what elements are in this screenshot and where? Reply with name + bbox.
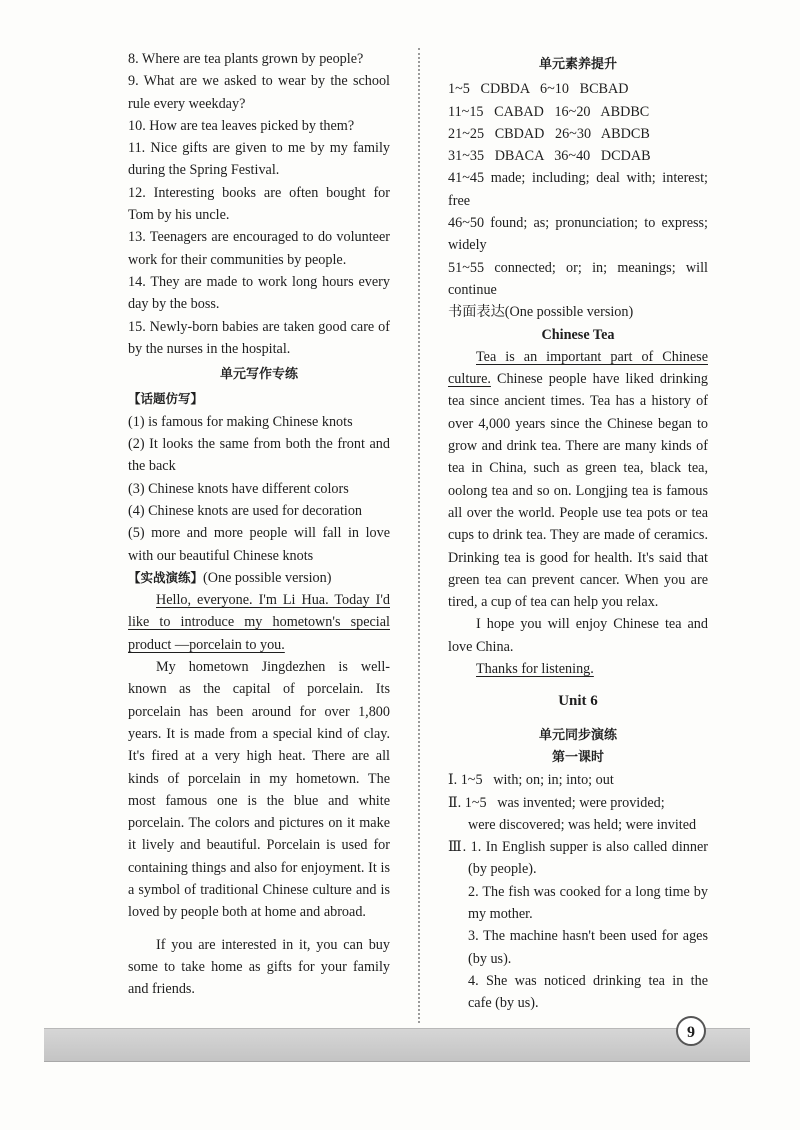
sentence-12: 12. Interesting books are often bought for Tom by his uncle. — [128, 184, 390, 224]
answer-row-2: 11~15 CABAD 16~20 ABDBC — [448, 103, 650, 120]
answers-51-55: 51~55 connected; or; in; meanings; will continue — [448, 259, 708, 298]
porcelain-essay-closing: If you are interested in it, you can buy some to take home as gifts for your family and friends. — [128, 936, 390, 998]
topic-line-1: (1) is famous for making Chinese knots — [128, 413, 353, 430]
section-1-answers: Ⅰ. 1~5 with; on; in; into; out — [448, 772, 614, 789]
sentence-9: 9. What are we asked to wear by the school rule every weekday? — [128, 73, 390, 112]
answer-row-1: 1~5 CDBDA 6~10 BCBAD — [448, 81, 629, 98]
writing-section-heading: 单元写作专练 — [219, 367, 298, 383]
answer-row-3: 21~25 CBDAD 26~30 ABDCB — [448, 125, 650, 142]
footer-bar — [44, 1028, 750, 1062]
sentence-13: 13. Teenagers are encouraged to do volunteer work for their communities by people. — [128, 229, 390, 268]
section-3-item-4: 4. She was noticed drinking tea in the cafe (by us). — [468, 972, 708, 1012]
page-number: 9 — [676, 1016, 706, 1046]
tea-essay-title: Chinese Tea — [541, 326, 615, 343]
practice-note: (One possible version) — [203, 569, 332, 586]
tea-essay-thanks — [448, 658, 708, 680]
left-column — [128, 48, 390, 1000]
sentence-11: 11. Nice gifts are given to me by my family during the Spring Festival. — [128, 140, 390, 179]
lesson-heading: 第一课时 — [551, 749, 604, 765]
column-divider — [418, 48, 420, 1023]
practice-tag: 【实战演练】 — [128, 569, 204, 585]
answers-41-45: 41~45 made; including; deal with; interest; free — [448, 170, 708, 209]
porcelain-intro-underlined: Hello, everyone. I'm Li Hua. Today I'd like to introduce my hometown's special product —porcelain to you. — [128, 592, 390, 653]
sentence-10: 10. How are tea leaves picked by them? — [128, 117, 355, 134]
right-column — [448, 48, 708, 1014]
topic-imitation-tag: 【话题仿写】 — [128, 391, 204, 407]
porcelain-essay-intro — [128, 589, 390, 656]
topic-line-4: (4) Chinese knots are used for decoration — [128, 502, 363, 519]
section-3-item-3: 3. The machine hasn't been used for ages (by us). — [468, 928, 708, 967]
sentence-8: 8. Where are tea plants grown by people? — [128, 51, 364, 67]
sentence-15: 15. Newly-born babies are taken good care of by the nurses in the hospital. — [128, 318, 390, 357]
topic-line-5: (5) more and more people will fall in love with our beautiful Chinese knots — [128, 525, 390, 564]
topic-line-2: (2) It looks the same from both the front and the back — [128, 436, 390, 475]
section-2-answers-b: were discovered; was held; were invited — [468, 816, 697, 833]
answer-row-4: 31~35 DBACA 36~40 DCDAB — [448, 148, 651, 165]
tea-body-rest: Chinese people have liked drinking tea since ancient times. Tea has a history of over 4,000 years since the Chinese began to grow and drink tea. There are many kinds of tea in China, such as green tea, black tea, oolong tea and so on. Longjing tea is famous all over the world. People use tea pots or tea cups to drink tea. They are made of ceramics. Drinking tea is good for health. It's said that green tea can prevent cancer. When you are tired, a cup of tea can help you relax. — [448, 371, 708, 611]
tea-essay-closing: I hope you will enjoy Chinese tea and love China. — [448, 616, 708, 655]
answers-46-50: 46~50 found; as; pronunciation; to express; widely — [448, 215, 708, 254]
porcelain-essay-body: My hometown Jingdezhen is well-known as the capital of porcelain. Its porcelain has been around for over 1,800 years. It is made from a special kind of clay. It's fired at a very high heat. There are all kinds of porcelain in my hometown. The most famous one is the blue and white porcelain. The colors and pictures on it make it lively and beautiful. Porcelain is used for containing things and also for enjoyment. It is a symbol of traditional Chinese culture and is loved by people both at home and abroad. — [128, 659, 390, 921]
sentence-14: 14. They are made to work long hours every day by the boss. — [128, 273, 390, 313]
thanks-underlined: Thanks for listening. — [476, 661, 594, 678]
section-3-item-2: 2. The fish was cooked for a long time by my mother. — [468, 883, 708, 922]
tea-essay-body — [448, 346, 708, 614]
unit-sync-heading: 单元同步演练 — [538, 727, 617, 743]
section-2-answers-a: Ⅱ. 1~5 was invented; were provided; — [448, 794, 665, 811]
practice-heading — [128, 567, 390, 589]
unit-title: Unit 6 — [558, 693, 598, 710]
section-3-item-1: Ⅲ. 1. In English supper is also called dinner (by people). — [448, 839, 708, 878]
written-expression-label: 书面表达(One possible version) — [448, 304, 634, 321]
topic-line-3: (3) Chinese knots have different colors — [128, 480, 349, 497]
literacy-heading: 单元素养提升 — [538, 57, 617, 72]
tea-intro-underlined: Tea is an important part of Chinese culture. — [448, 348, 708, 388]
